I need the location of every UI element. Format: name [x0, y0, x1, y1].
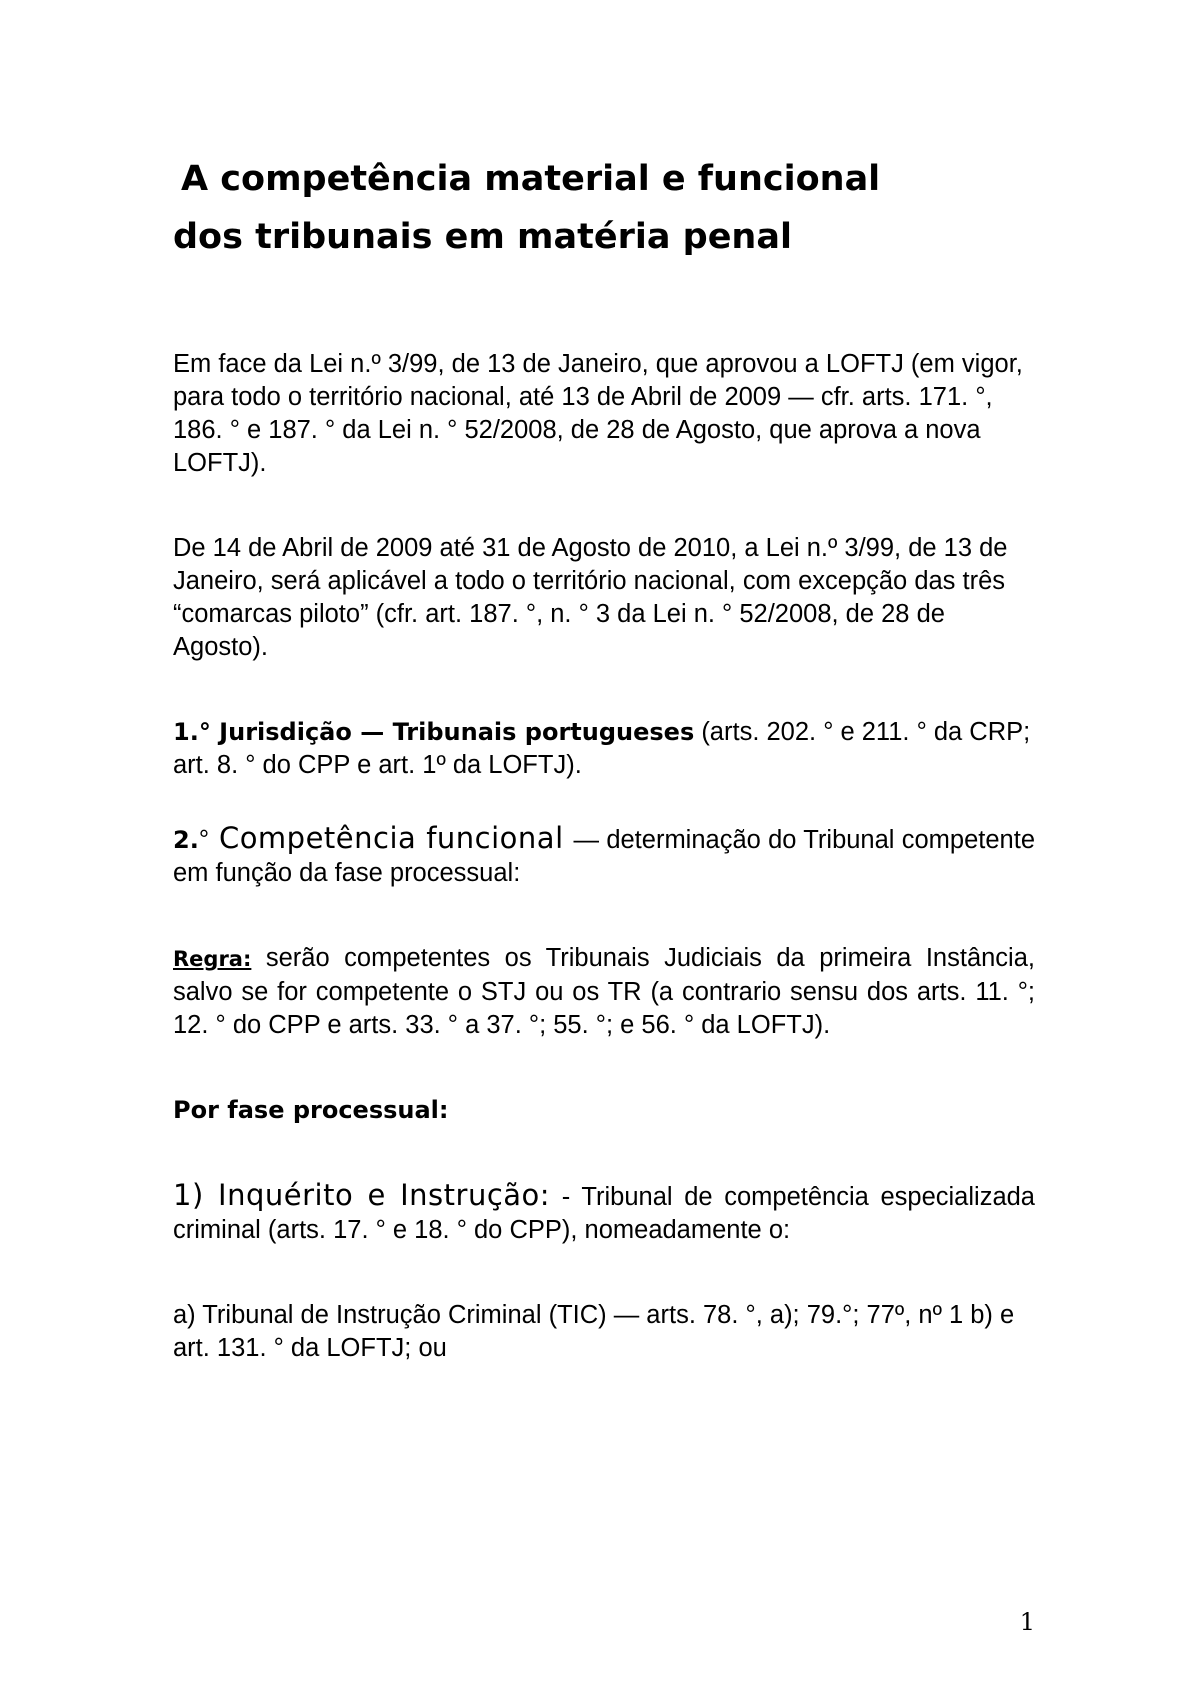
- document-title: [173, 150, 1035, 266]
- regra-paragraph: [173, 942, 1035, 1042]
- section-1-heading: 1.° Jurisdição — Tribunais portugueses: [173, 718, 695, 746]
- title-line-2: dos tribunais em matéria penal: [173, 217, 792, 257]
- section-2-heading: Competência funcional: [209, 821, 574, 855]
- regra-label: Regra:: [173, 947, 252, 971]
- item-a-paragraph: a) Tribunal de Instrução Criminal (TIC) — arts. 78. °, a); 79.°; 77º, nº 1 b) e art. 131. ° da LOFTJ; ou: [173, 1301, 1015, 1362]
- regra-text: serão competentes os Tribunais Judiciais da primeira Instância, salvo se for competente o STJ ou os TR (a contrario sensu dos arts. 11. °; 12. ° do CPP e arts. 33. ° a 37. °; 55. °; e 56. ° da LOFTJ).: [173, 944, 1035, 1039]
- inquerito-number: 1): [173, 1178, 204, 1212]
- page-number: 1: [1019, 1608, 1035, 1636]
- inquerito-heading: Inquérito e Instrução:: [203, 1178, 551, 1212]
- por-fase-heading: [173, 1094, 1035, 1127]
- document-content: [173, 150, 1035, 1365]
- section-2-number: 2.: [173, 826, 199, 854]
- section-2-degree: °: [198, 826, 210, 854]
- section-2-competencia-funcional: [173, 822, 1035, 890]
- intro-paragraph-1: Em face da Lei n.º 3/99, de 13 de Janeiro, que aprovou a LOFTJ (em vigor, para todo o território nacional, até 13 de Abril de 2009 — cfr. arts. 171. °, 186. ° e 187. ° da Lei n. ° 52/2008, de 28 de Agosto, que aprova a nova LOFTJ).: [173, 350, 1023, 477]
- section-2-text: — determinação do Tribunal competente em função da fase processual:: [173, 826, 1035, 887]
- inquerito-paragraph: [173, 1179, 1035, 1247]
- intro-paragraph-2: De 14 de Abril de 2009 até 31 de Agosto de 2010, a Lei n.º 3/99, de 13 de Janeiro, será aplicável a todo o território nacional, com excepção das três “comarcas piloto” (cfr. art. 187. °, n. ° 3 da Lei n. ° 52/2008, de 28 de Agosto).: [173, 534, 1008, 661]
- title-line-1: A competência material e funcional: [181, 159, 881, 199]
- section-1-text: (arts. 202. ° e 211. ° da CRP; art. 8. ° do CPP e art. 1º da LOFTJ).: [173, 718, 1031, 779]
- inquerito-text: - Tribunal de competência especializada criminal (arts. 17. ° e 18. ° do CPP), nomeadamente o:: [173, 1183, 1035, 1244]
- section-1-jurisdicao: [173, 716, 1035, 782]
- por-fase-heading-text: Por fase processual:: [173, 1096, 449, 1124]
